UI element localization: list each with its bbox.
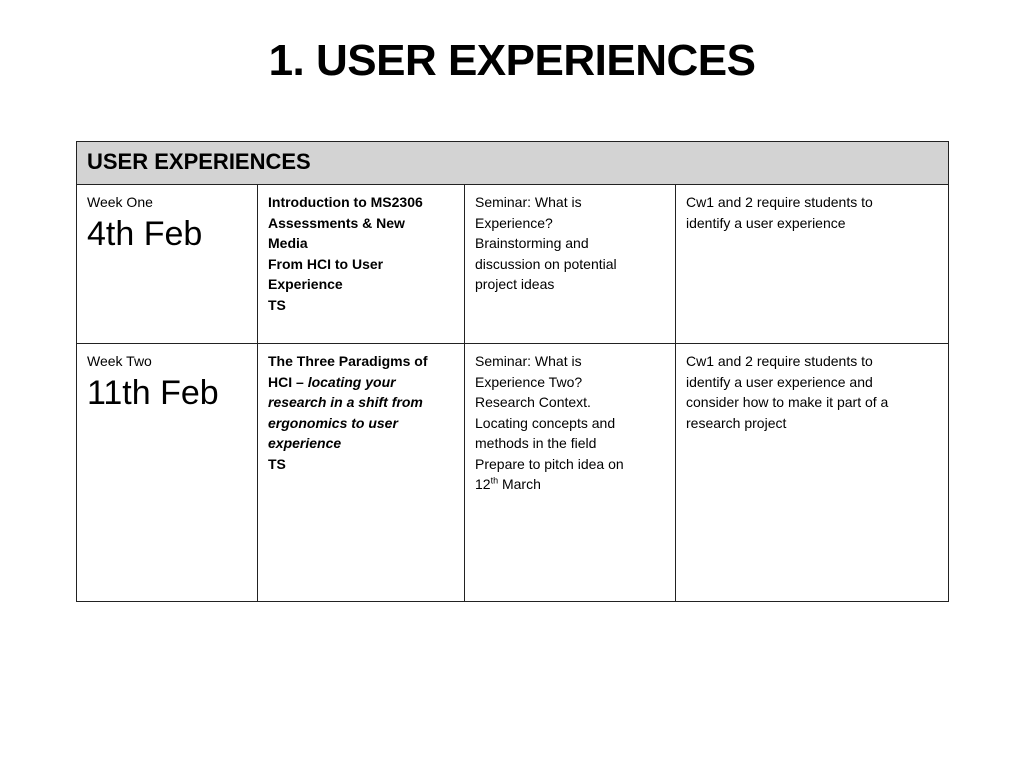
seminar-date-rest: March xyxy=(498,476,541,492)
notes-line: research project xyxy=(686,414,787,431)
seminar-cell xyxy=(465,344,676,602)
week-label: Week One xyxy=(87,194,153,210)
seminar-line: methods in the field xyxy=(475,435,597,451)
seminar-date-sup: th xyxy=(490,475,499,486)
notes-line: identify a user experience xyxy=(686,214,846,231)
week-date: 11th Feb xyxy=(87,373,219,412)
seminar-line: Locating concepts and xyxy=(475,414,616,431)
week-cell xyxy=(77,344,258,602)
week-label: Week Two xyxy=(87,353,152,369)
topic-cell xyxy=(258,344,465,602)
topic-italic: ergonomics to user xyxy=(268,414,398,431)
topic-italic: locating your xyxy=(307,373,396,390)
topic-line: Assessments & New xyxy=(268,214,405,231)
slide-title: 1. USER EXPERIENCES xyxy=(268,36,756,85)
table-row xyxy=(77,185,949,344)
schedule-table xyxy=(76,141,949,602)
topic-line: The Three Paradigms of xyxy=(268,353,428,369)
seminar-line: Prepare to pitch idea on xyxy=(475,455,624,472)
notes-line: Cw1 and 2 require students to xyxy=(686,353,873,369)
table-row xyxy=(77,344,949,602)
seminar-line: Seminar: What is xyxy=(475,194,582,210)
topic-italic: experience xyxy=(268,435,342,451)
topic-line: TS xyxy=(268,296,286,313)
week-cell xyxy=(77,185,258,344)
notes-line: identify a user experience and xyxy=(686,373,873,390)
topic-italic: research in a shift from xyxy=(268,394,423,410)
notes-cell xyxy=(676,185,949,344)
notes-line: consider how to make it part of a xyxy=(686,394,889,410)
table-header: USER EXPERIENCES xyxy=(77,142,949,185)
topic-line: TS xyxy=(268,455,286,472)
seminar-line: discussion on potential xyxy=(475,255,617,272)
topic-line: Introduction to MS2306 xyxy=(268,194,423,210)
topic-line: Media xyxy=(268,235,308,251)
seminar-line: Research Context. xyxy=(475,394,591,410)
topic-line: Experience xyxy=(268,276,343,292)
seminar-date-line xyxy=(475,474,665,495)
seminar-line: Experience? xyxy=(475,214,553,231)
seminar-line: project ideas xyxy=(475,276,555,292)
seminar-cell xyxy=(465,185,676,344)
topic-line: From HCI to User xyxy=(268,255,384,272)
notes-cell xyxy=(676,344,949,602)
week-date: 4th Feb xyxy=(87,214,203,253)
topic-cell xyxy=(258,185,465,344)
topic-hci: HCI – xyxy=(268,373,308,390)
table-header-row xyxy=(77,142,949,185)
seminar-date-num: 12 xyxy=(475,476,491,492)
seminar-line: Experience Two? xyxy=(475,373,583,390)
seminar-line: Brainstorming and xyxy=(475,235,589,251)
seminar-line: Seminar: What is xyxy=(475,353,582,369)
notes-line: Cw1 and 2 require students to xyxy=(686,194,873,210)
topic-line xyxy=(268,372,454,393)
